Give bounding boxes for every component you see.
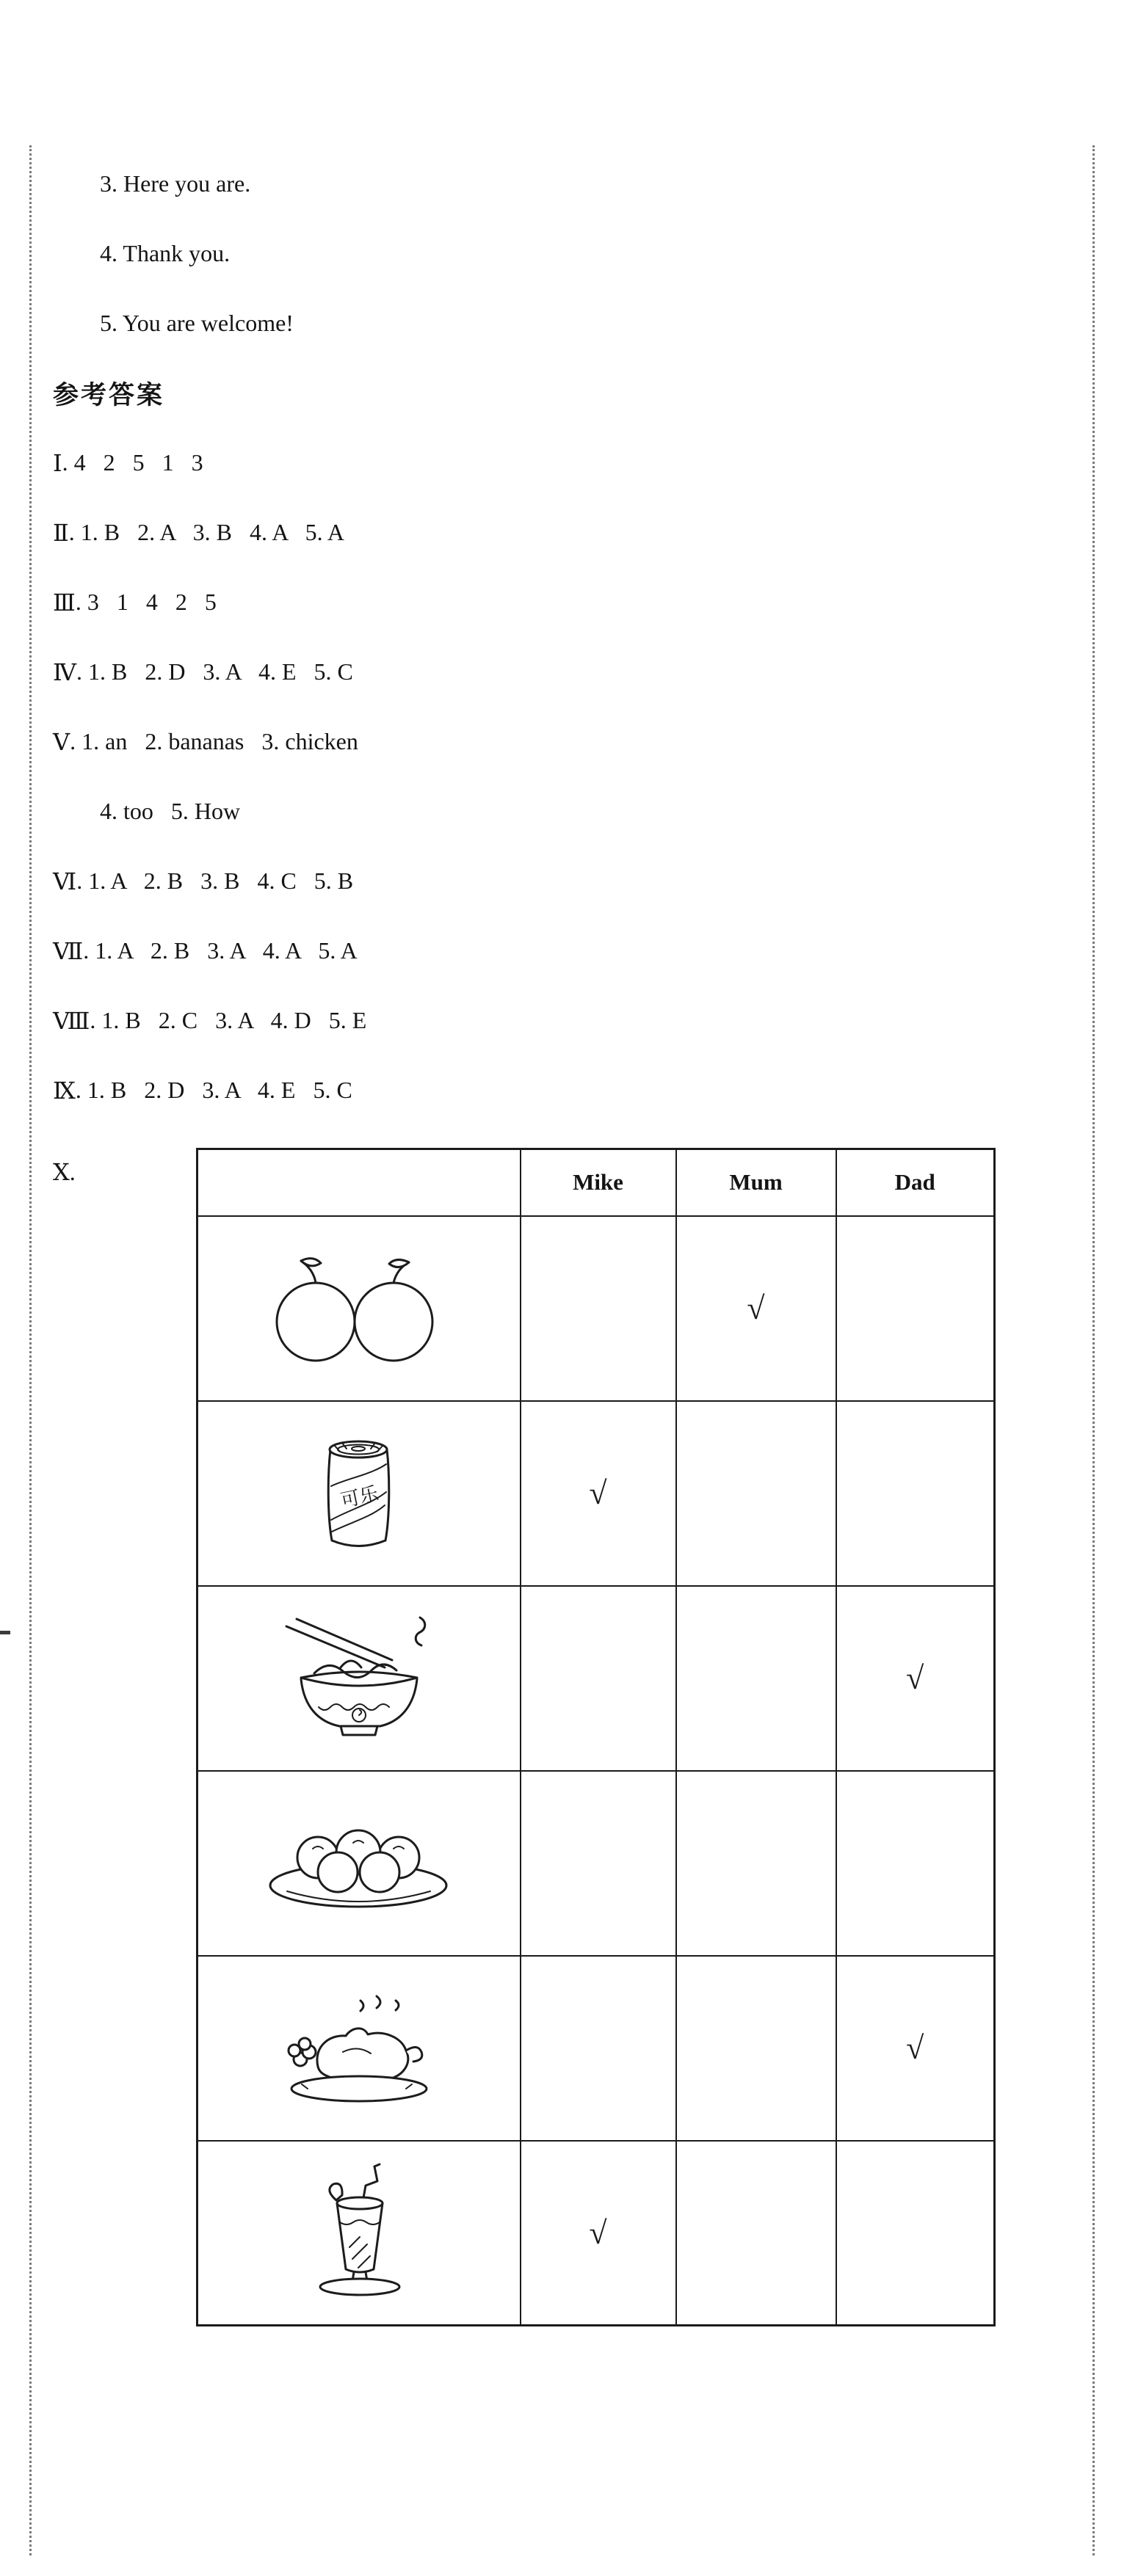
mike-check-cell <box>521 1216 676 1401</box>
answer-numeral: Ⅲ <box>53 589 76 616</box>
left-dotted-border <box>29 145 32 2555</box>
mum-check-cell: √ <box>676 1216 836 1401</box>
dialog-line-3 <box>100 149 1041 219</box>
can-label: 可乐 <box>338 1482 381 1512</box>
table-row-noodles <box>198 1586 995 1771</box>
answer-numeral: Ⅶ <box>53 937 84 964</box>
table-row-dumplings <box>198 1771 995 1956</box>
answer-line-5 <box>53 707 1041 776</box>
answer-line-6 <box>53 846 1041 916</box>
answer-line-5-continued <box>100 776 1041 846</box>
item-image-cell <box>198 1401 521 1586</box>
table-row-apples <box>198 1216 995 1401</box>
answer-text: . 1. an 2. bananas 3. chicken <box>70 728 358 754</box>
mike-check-cell <box>521 1586 676 1771</box>
answer-text: . 1. B 2. D 3. A 4. E 5. C <box>75 1077 352 1103</box>
answer-text: 4. too 5. How <box>100 798 241 824</box>
mum-check-cell <box>676 1586 836 1771</box>
answer-line-1 <box>53 428 1041 498</box>
dad-check-cell <box>836 1216 995 1401</box>
answer-text: . 3 1 4 2 5 <box>75 589 217 615</box>
answer-text: . 4 2 5 1 3 <box>62 449 203 476</box>
cola-can-icon <box>313 1432 405 1555</box>
answer-text: . 1. B 2. D 3. A 4. E 5. C <box>76 658 353 685</box>
answer-table <box>196 1148 996 2326</box>
table-row-cola <box>198 1401 995 1586</box>
item-image-cell <box>198 1216 521 1401</box>
dad-check-cell: √ <box>836 1586 995 1771</box>
answer-text: . 1. B 2. C 3. A 4. D 5. E <box>90 1007 367 1033</box>
dialog-line-text: 4. Thank you. <box>100 240 231 266</box>
table-header-mike: Mike <box>521 1149 676 1216</box>
table-header-mum: Mum <box>676 1149 836 1216</box>
chicken-dish-icon <box>272 1990 445 2106</box>
page-content <box>53 149 1041 2326</box>
answer-numeral: Ⅱ <box>53 519 69 546</box>
answer-line-9 <box>53 1055 1041 1125</box>
answer-text: . 1. A 2. B 3. B 4. C 5. B <box>76 867 354 894</box>
answer-line-8 <box>53 986 1041 1055</box>
item-image-cell <box>198 2141 521 2326</box>
juice-glass-icon <box>304 2159 414 2306</box>
answer-numeral: Ⅰ <box>53 449 62 476</box>
table-row-juice <box>198 2141 995 2326</box>
answer-numeral: Ⅵ <box>53 867 77 895</box>
mike-check-cell <box>521 1771 676 1956</box>
answer-text: . 1. A 2. B 3. A 4. A 5. A <box>83 937 358 964</box>
mike-check-cell: √ <box>521 2141 676 2326</box>
section-x-numeral: Ⅹ. <box>53 1159 76 1185</box>
answer-line-3 <box>53 567 1041 637</box>
item-image-cell <box>198 1586 521 1771</box>
answer-numeral: Ⅷ <box>53 1007 90 1034</box>
scan-artifact <box>0 1631 10 1634</box>
dialog-line-text: 5. You are welcome! <box>100 310 294 336</box>
dumplings-plate-icon <box>265 1812 452 1915</box>
table-header-dad: Dad <box>836 1149 995 1216</box>
table-header-item <box>198 1149 521 1216</box>
dialog-line-5 <box>100 288 1041 358</box>
dad-check-cell: √ <box>836 1956 995 2141</box>
noodle-bowl-icon <box>276 1610 441 1746</box>
mike-check-cell: √ <box>521 1401 676 1586</box>
dialog-line-text: 3. Here you are. <box>100 170 251 197</box>
mum-check-cell <box>676 2141 836 2326</box>
mike-check-cell <box>521 1956 676 2141</box>
mum-check-cell <box>676 1956 836 2141</box>
dad-check-cell <box>836 1401 995 1586</box>
right-dotted-border <box>1092 145 1095 2555</box>
item-image-cell <box>198 1771 521 1956</box>
answer-line-7 <box>53 916 1041 986</box>
mum-check-cell <box>676 1401 836 1586</box>
section-x <box>53 1148 1041 2326</box>
answers-heading-text: 参考答案 <box>53 380 165 410</box>
item-image-cell <box>198 1956 521 2141</box>
table-header-row <box>198 1149 995 1216</box>
answer-line-4 <box>53 637 1041 707</box>
dad-check-cell <box>836 1771 995 1956</box>
two-apples-icon <box>267 1251 451 1365</box>
dialog-line-4 <box>100 219 1041 288</box>
answer-text: . 1. B 2. A 3. B 4. A 5. A <box>68 519 344 545</box>
answer-numeral: Ⅴ <box>53 728 70 755</box>
answer-numeral: Ⅸ <box>53 1077 76 1104</box>
answer-line-2 <box>53 498 1041 567</box>
dad-check-cell <box>836 2141 995 2326</box>
answers-heading <box>53 358 1041 428</box>
table-row-chicken <box>198 1956 995 2141</box>
answer-numeral: Ⅳ <box>53 658 76 685</box>
mum-check-cell <box>676 1771 836 1956</box>
